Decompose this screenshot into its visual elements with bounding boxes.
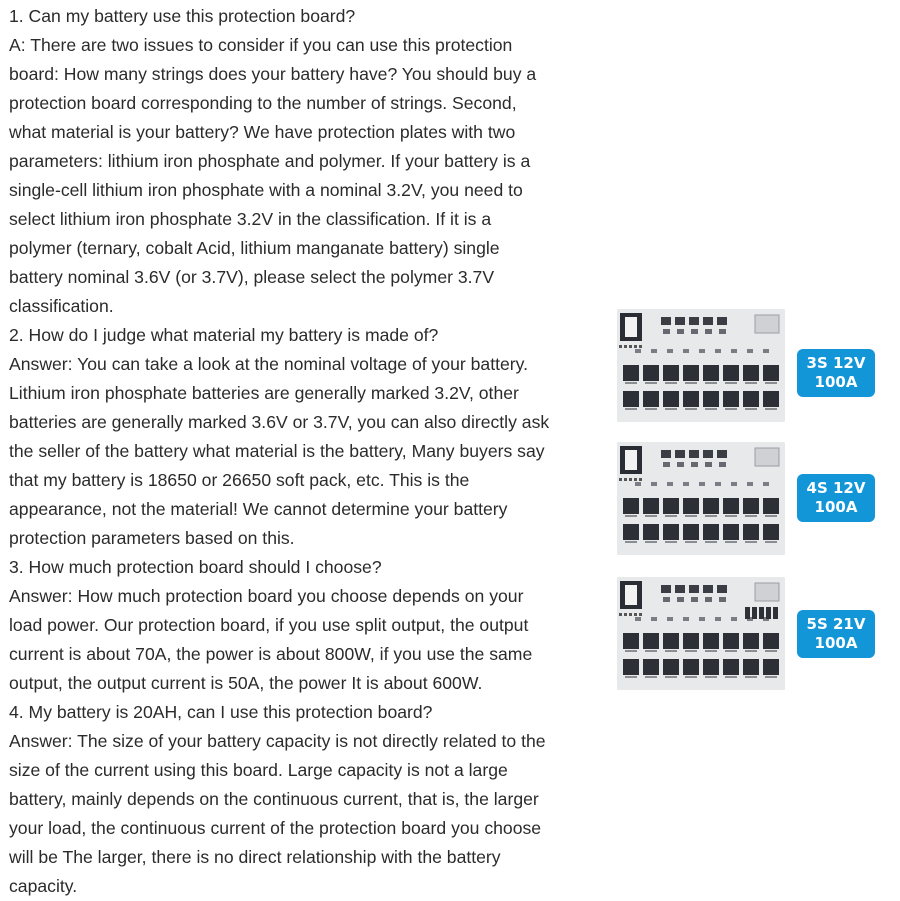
faq-line: 3. How much protection board should I choose? bbox=[9, 557, 382, 577]
faq-line: Answer: You can take a look at the nominal voltage of your battery. bbox=[9, 354, 529, 374]
faq-line: Answer: The size of your battery capacity is not directly related to the bbox=[9, 731, 546, 751]
faq-line: 2. How do I judge what material my battery is made of? bbox=[9, 325, 439, 345]
protection-board-image bbox=[617, 577, 785, 690]
spec-badge bbox=[797, 610, 875, 658]
faq-line: select lithium iron phosphate 3.2V in the classification. If it is a bbox=[9, 209, 492, 229]
spec-badge bbox=[797, 474, 875, 522]
protection-board-image bbox=[617, 309, 785, 422]
faq-line: size of the current using this board. Large capacity is not a large bbox=[9, 760, 508, 780]
faq-line: A: There are two issues to consider if you can use this protection bbox=[9, 35, 513, 55]
faq-line: your load, the continuous current of the protection board you choose bbox=[9, 818, 542, 838]
faq-line: will be The larger, there is no direct relationship with the battery bbox=[9, 847, 501, 867]
faq-line: protection board corresponding to the number of strings. Second, bbox=[9, 93, 517, 113]
spec-badge-voltage: 5S 21V bbox=[806, 615, 866, 633]
faq-line: Lithium iron phosphate batteries are generally marked 3.2V, other bbox=[9, 383, 519, 403]
spec-badge bbox=[797, 349, 875, 397]
faq-line: polymer (ternary, cobalt Acid, lithium manganate battery) single bbox=[9, 238, 500, 258]
product-3s bbox=[617, 309, 866, 422]
faq-line: parameters: lithium iron phosphate and polymer. If your battery is a bbox=[9, 151, 531, 171]
faq-line: Answer: How much protection board you choose depends on your bbox=[9, 586, 524, 606]
faq-line: output, the output current is 50A, the power It is about 600W. bbox=[9, 673, 483, 693]
faq-line: what material is your battery? We have protection plates with two bbox=[9, 122, 516, 142]
faq-line: battery nominal 3.6V (or 3.7V), please select the polymer 3.7V bbox=[9, 267, 495, 287]
spec-badge-current: 100A bbox=[814, 498, 858, 516]
spec-badge-current: 100A bbox=[814, 373, 858, 391]
product-5s bbox=[617, 577, 866, 690]
faq-line: capacity. bbox=[9, 876, 78, 896]
faq-line: that my battery is 18650 or 26650 soft pack, etc. This is the bbox=[9, 470, 470, 490]
spec-badge-voltage: 3S 12V bbox=[806, 354, 866, 372]
faq-line: single-cell lithium iron phosphate with a nominal 3.2V, you need to bbox=[9, 180, 523, 200]
faq-line: appearance, not the material! We cannot determine your battery bbox=[9, 499, 508, 519]
product-4s bbox=[617, 442, 866, 555]
faq-line: 4. My battery is 20AH, can I use this protection board? bbox=[9, 702, 433, 722]
faq-line: the seller of the battery what material is the battery, Many buyers say bbox=[9, 441, 545, 461]
faq-line: battery, mainly depends on the continuous current, that is, the larger bbox=[9, 789, 539, 809]
faq-line: 1. Can my battery use this protection board? bbox=[9, 6, 356, 26]
faq-line: current is about 70A, the power is about 800W, if you use the same bbox=[9, 644, 533, 664]
faq-line: classification. bbox=[9, 296, 114, 316]
faq-line: load power. Our protection board, if you use split output, the output bbox=[9, 615, 529, 635]
spec-badge-current: 100A bbox=[814, 634, 858, 652]
faq-line: batteries are generally marked 3.6V or 3.7V, you can also directly ask bbox=[9, 412, 550, 432]
protection-board-image bbox=[617, 442, 785, 555]
faq-line: protection parameters based on this. bbox=[9, 528, 295, 548]
spec-badge-voltage: 4S 12V bbox=[806, 479, 866, 497]
faq-line: board: How many strings does your battery have? You should buy a bbox=[9, 64, 537, 84]
faq-text bbox=[9, 2, 594, 901]
